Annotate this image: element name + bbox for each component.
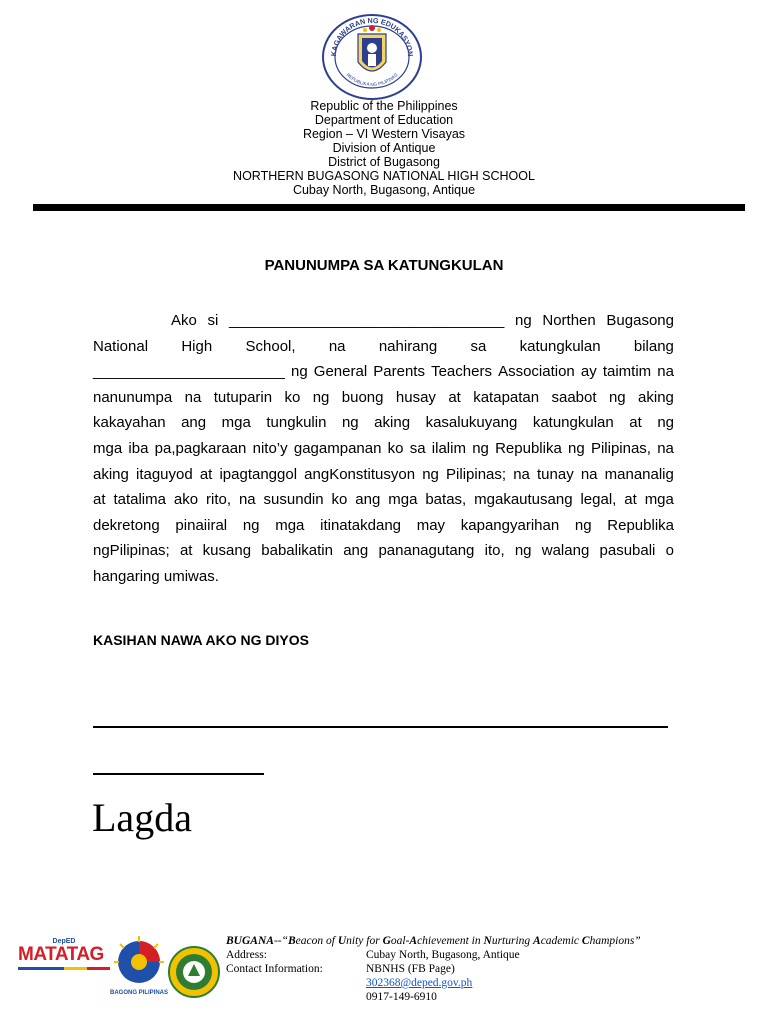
- oath-word: ito,: [484, 542, 505, 560]
- oath-word: saabot: [551, 388, 597, 406]
- oath-word: mga: [221, 414, 251, 432]
- oath-line: [93, 513, 674, 539]
- contact-email-row: [226, 976, 756, 990]
- oath-word: aking: [638, 388, 674, 406]
- oath-word: School,: [245, 337, 296, 355]
- oath-line: [93, 487, 674, 513]
- oath-word: ng: [290, 363, 308, 381]
- footer-logos: [14, 934, 234, 1000]
- oath-word: mga: [644, 491, 674, 509]
- oath-word: ang: [355, 491, 381, 509]
- motto-word-rest: oal-: [390, 935, 410, 947]
- oath-line: [93, 410, 674, 436]
- letterhead-division: Division of Antique: [332, 141, 436, 155]
- oath-word: nanunumpa: [93, 388, 173, 406]
- oath-word: tunay: [537, 465, 574, 483]
- oath-line: [93, 334, 674, 360]
- contact-facebook: NBNHS (FB Page): [366, 963, 455, 975]
- oath-word: ng: [657, 414, 674, 432]
- motto-initial: G: [382, 935, 391, 947]
- oath-line-last: hangaring umiwas.: [93, 567, 219, 585]
- oath-word: _________________________________: [229, 312, 505, 329]
- signature-line: [93, 726, 668, 728]
- matatag-logo: [18, 938, 110, 970]
- oath-word: Republika: [607, 516, 674, 534]
- oath-word: ngPilipinas;: [93, 542, 170, 560]
- motto-initial: A: [533, 935, 541, 947]
- oath-word: na: [513, 465, 530, 483]
- oath-word: tatalima: [113, 491, 166, 509]
- contact-label: Contact Information:: [226, 963, 323, 975]
- contact-email-link[interactable]: 302368@deped.gov.ph: [366, 977, 473, 989]
- address-row: [226, 948, 756, 962]
- oath-word: ng: [472, 439, 489, 457]
- oath-word: pinaiiral: [175, 516, 228, 534]
- oath-word: rito,: [206, 491, 232, 509]
- motto-initial: C: [581, 935, 590, 947]
- oath-word: husay: [395, 388, 436, 406]
- seal-top-text: KAGAWARAN NG EDUKASYON: [328, 15, 416, 57]
- motto-word-rest: hampions”: [589, 935, 641, 947]
- oath-word: taimtim: [602, 363, 652, 381]
- oath-word: pa,pagkaraan: [154, 439, 247, 457]
- closing-statement: KASIHAN NAWA AKO NG DIYOS: [93, 632, 309, 648]
- oath-word: susundin: [263, 491, 324, 509]
- oath-word: Ako: [171, 312, 197, 329]
- oath-word: dekretong: [93, 516, 160, 534]
- oath-word: ng: [514, 542, 532, 560]
- footer-info: [226, 934, 756, 1004]
- oath-word: Association: [498, 363, 575, 381]
- oath-word: mga: [93, 439, 123, 457]
- oath-word: batas,: [425, 491, 467, 509]
- document-title: PANUNUMPA SA KATUNGKULAN: [264, 257, 504, 274]
- oath-word: ng: [312, 388, 330, 406]
- letterhead-school-name: NORTHERN BUGASONG NATIONAL HIGH SCHOOL: [233, 169, 535, 183]
- oath-word: mga: [275, 516, 305, 534]
- contact-phone-row: [226, 990, 756, 1004]
- oath-word: o: [665, 542, 674, 560]
- oath-word: tungkulin: [266, 414, 327, 432]
- contact-phone: 0917-149-6910: [366, 991, 437, 1003]
- oath-word: High: [181, 337, 213, 355]
- oath-word: na: [238, 491, 256, 509]
- oath-line: [93, 308, 674, 334]
- oath-line: [93, 385, 674, 411]
- motto-word-rest: eacon of: [295, 935, 338, 947]
- signature-line-short: [93, 773, 264, 775]
- oath-word: may: [416, 516, 446, 534]
- oath-word: kusang: [202, 542, 252, 560]
- oath-word: na: [657, 363, 674, 381]
- oath-word: ng: [515, 312, 532, 329]
- oath-word: Teachers: [431, 363, 492, 381]
- oath-word: at: [448, 388, 461, 406]
- matatag-logo-stripe: [18, 967, 110, 970]
- oath-word: ng: [422, 465, 439, 483]
- oath-word: National: [93, 337, 149, 355]
- oath-word: ang: [343, 542, 369, 560]
- motto-lead: BUGANA: [226, 935, 274, 947]
- oath-word: ko: [331, 491, 348, 509]
- bagong-pilipinas-text: BAGONG PILIPINAS: [109, 990, 169, 996]
- oath-word: ipagtanggol: [219, 465, 298, 483]
- motto-initial: B: [288, 935, 296, 947]
- oath-word: kapangyarihan: [460, 516, 560, 534]
- motto-initial: A: [409, 935, 418, 947]
- oath-word: gagampanan: [293, 439, 382, 457]
- motto-word-rest: urturing: [491, 935, 534, 947]
- oath-word: at: [93, 491, 106, 509]
- oath-word: katungkulan: [532, 414, 614, 432]
- letterhead-region: Region – VI Western Visayas: [302, 127, 466, 141]
- oath-body: [93, 308, 674, 590]
- oath-word: angKonstitusyon: [304, 465, 416, 483]
- oath-word: Pilipinas;: [446, 465, 507, 483]
- oath-word: tutuparin: [213, 388, 273, 406]
- oath-word: na: [580, 465, 598, 483]
- oath-word: ng: [608, 388, 626, 406]
- oath-word: Republika: [495, 439, 562, 457]
- oath-word: at: [629, 414, 642, 432]
- oath-word: aking: [93, 465, 129, 483]
- oath-word: ng: [341, 414, 359, 432]
- oath-word: si: [207, 312, 219, 329]
- oath-word: ay: [580, 363, 597, 381]
- oath-word: walang: [541, 542, 590, 560]
- motto-word-rest: chievement in: [417, 935, 484, 947]
- oath-word: ko: [387, 439, 404, 457]
- oath-word: mga: [388, 491, 418, 509]
- oath-word: pasubali: [599, 542, 656, 560]
- motto-initial: N: [483, 935, 492, 947]
- oath-word: bilang: [633, 337, 674, 355]
- oath-word: Parents: [373, 363, 425, 381]
- oath-word: Bugasong: [606, 312, 674, 329]
- oath-word: nito’y: [252, 439, 288, 457]
- oath-word: sa: [470, 337, 487, 355]
- motto-word-rest: cademic: [540, 935, 582, 947]
- oath-word: iba: [128, 439, 149, 457]
- letterhead-department: Department of Education: [314, 113, 454, 127]
- oath-word: itaguyod: [135, 465, 193, 483]
- oath-word: kakayahan: [93, 414, 166, 432]
- motto-separator: --“: [273, 935, 288, 947]
- letterhead-school-address: Cubay North, Bugasong, Antique: [292, 183, 476, 197]
- oath-word: ako: [173, 491, 199, 509]
- oath-word: kasalukuyang: [425, 414, 518, 432]
- oath-word: babalikatin: [261, 542, 333, 560]
- oath-word: at: [179, 542, 193, 560]
- oath-word: ng: [242, 516, 260, 534]
- oath-word: at: [624, 491, 637, 509]
- oath-word: ilalim: [431, 439, 466, 457]
- oath-word: sa: [409, 439, 426, 457]
- matatag-logo-word: MATATAG: [18, 944, 104, 965]
- oath-word: legal,: [580, 491, 617, 509]
- oath-word: mananalig: [604, 465, 674, 483]
- oath-line: [93, 462, 674, 488]
- motto-initial: U: [337, 935, 347, 947]
- header-divider: [33, 204, 745, 211]
- oath-word: katungkulan: [519, 337, 601, 355]
- oath-word: General: [313, 363, 368, 381]
- oath-word: katapatan: [473, 388, 540, 406]
- address-label: Address:: [226, 949, 267, 961]
- motto-word-rest: nity for: [346, 935, 383, 947]
- letterhead-district: District of Bugasong: [328, 155, 440, 169]
- oath-word: ng: [568, 439, 585, 457]
- contact-row: [226, 962, 756, 976]
- letterhead: [0, 99, 768, 197]
- oath-word: at: [199, 465, 213, 483]
- oath-word: na: [328, 337, 346, 355]
- school-seal-logo: [166, 946, 222, 998]
- oath-word: ang: [181, 414, 207, 432]
- bagong-pilipinas-logo: [108, 934, 170, 1000]
- oath-word: mgakautusang: [474, 491, 573, 509]
- school-motto: [226, 934, 756, 948]
- seal-bottom-text: REPUBLIKA NG PILIPINAS: [345, 72, 399, 87]
- oath-word: pananagutang: [378, 542, 475, 560]
- oath-word: Northen: [542, 312, 596, 329]
- oath-word: na: [657, 439, 674, 457]
- oath-line: [93, 436, 674, 462]
- address-value: Cubay North, Bugasong, Antique: [366, 949, 520, 961]
- oath-word: itinatakdang: [320, 516, 402, 534]
- matatag-logo-deped: DepED: [52, 938, 76, 945]
- deped-seal-logo: [322, 14, 422, 100]
- oath-word: aking: [374, 414, 411, 432]
- oath-word: _______________________: [93, 363, 285, 381]
- oath-word: Pilipinas,: [590, 439, 651, 457]
- oath-word: nahirang: [378, 337, 438, 355]
- oath-line: [93, 359, 674, 385]
- signature-label: Lagda: [92, 795, 192, 840]
- oath-word: ko: [284, 388, 301, 406]
- oath-word: ng: [574, 516, 592, 534]
- oath-word: na: [184, 388, 202, 406]
- oath-word: buong: [341, 388, 384, 406]
- oath-line: [93, 538, 674, 564]
- letterhead-republic: Republic of the Philippines: [310, 99, 458, 113]
